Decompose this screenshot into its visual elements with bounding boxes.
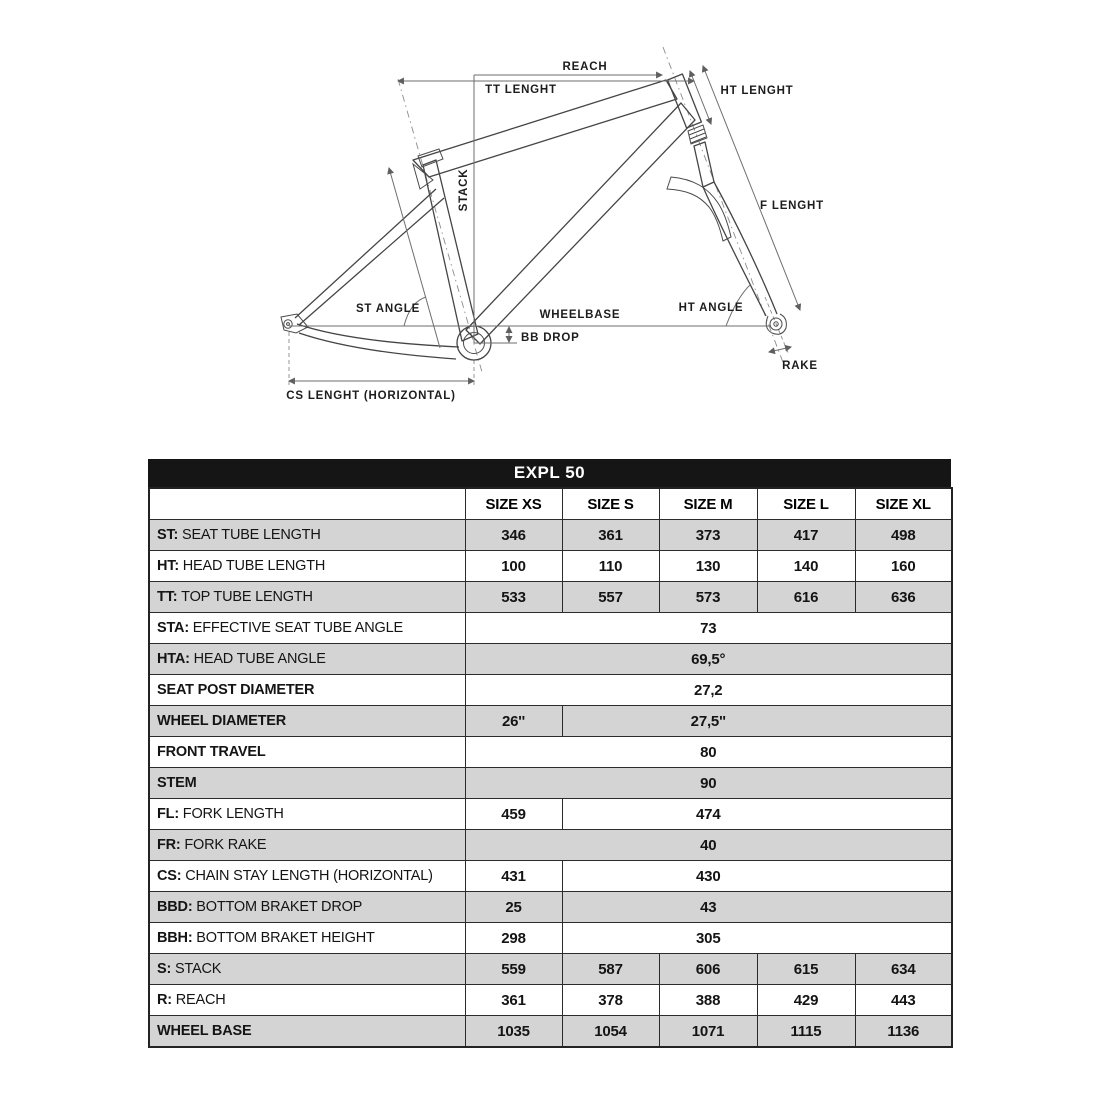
spec-label-prefix: S:	[157, 961, 175, 977]
spec-label-cell	[149, 830, 465, 861]
spec-label-cell	[149, 923, 465, 954]
spec-label-prefix: R:	[157, 992, 176, 1008]
spec-label-cell	[149, 799, 465, 830]
seat-tube-axis-line	[398, 79, 482, 372]
spec-value-cell: 100	[465, 551, 562, 582]
st-angle-label: ST ANGLE	[355, 303, 421, 315]
table-row	[149, 861, 952, 892]
spec-value-cell: 634	[855, 954, 952, 985]
bb-drop-label: BB DROP	[521, 332, 580, 344]
spec-label-text: HEAD TUBE LENGTH	[182, 558, 326, 574]
spec-value-cell: 110	[562, 551, 659, 582]
table-row	[149, 551, 952, 582]
spec-label-text: STEM	[157, 775, 197, 791]
table-row	[149, 737, 952, 768]
table-row	[149, 675, 952, 706]
reach-label: REACH	[562, 61, 608, 73]
spec-label-prefix: ST:	[157, 527, 182, 543]
spec-value-cell: 443	[855, 985, 952, 1016]
spec-label-prefix: TT:	[157, 589, 182, 605]
spec-value-cell: 73	[465, 613, 952, 644]
size-header-cell-2: SIZE M	[659, 488, 757, 520]
rake-label: RAKE	[782, 360, 818, 372]
spec-label-prefix: BBH:	[157, 930, 197, 946]
spec-label-cell	[149, 954, 465, 985]
rear-axle	[284, 320, 292, 328]
table-row	[149, 644, 952, 675]
spec-label-prefix: FL:	[157, 806, 183, 822]
spec-label-text: HEAD TUBE ANGLE	[193, 651, 326, 667]
table-row	[149, 520, 952, 551]
spec-label-text: BOTTOM BRAKET HEIGHT	[196, 930, 375, 946]
spec-value-cell: 1054	[562, 1016, 659, 1048]
spec-value-cell: 498	[855, 520, 952, 551]
spec-label-text: STACK	[174, 961, 222, 977]
spec-value-cell: 26''	[465, 706, 562, 737]
spec-label-text: REACH	[175, 992, 226, 1008]
spec-value-cell: 27,2	[465, 675, 952, 706]
table-row	[149, 892, 952, 923]
geometry-spec-section	[148, 459, 951, 1048]
spec-label-cell	[149, 892, 465, 923]
cs-length-label: CS LENGHT (HORIZONTAL)	[286, 390, 456, 402]
spec-value-cell: 606	[659, 954, 757, 985]
table-row	[149, 1016, 952, 1048]
rear-dropout	[281, 314, 308, 333]
wheelbase-label: WHEELBASE	[539, 309, 621, 321]
spec-value-cell: 298	[465, 923, 562, 954]
spec-label-cell	[149, 551, 465, 582]
spec-label-text: FORK LENGTH	[182, 806, 284, 822]
fork-arch	[667, 177, 731, 241]
table-row	[149, 613, 952, 644]
spec-value-cell: 474	[562, 799, 952, 830]
spec-value-cell: 373	[659, 520, 757, 551]
spec-value-cell: 130	[659, 551, 757, 582]
spec-value-cell: 1115	[757, 1016, 855, 1048]
ht-angle-label: HT ANGLE	[678, 302, 744, 314]
size-header-row	[149, 488, 952, 520]
spec-table-head	[149, 488, 952, 520]
fork-steerer	[694, 142, 714, 187]
table-row	[149, 954, 952, 985]
spec-value-cell: 636	[855, 582, 952, 613]
stack-label: STACK	[458, 168, 470, 212]
rear-axle-center	[287, 323, 290, 326]
spec-label-cell	[149, 582, 465, 613]
spec-value-cell: 430	[562, 861, 952, 892]
spec-label-text: SEAT POST DIAMETER	[157, 682, 315, 698]
spec-label-prefix: BBD:	[157, 899, 197, 915]
spec-label-cell	[149, 644, 465, 675]
spec-value-cell: 616	[757, 582, 855, 613]
spec-value-cell: 43	[562, 892, 952, 923]
spec-value-cell: 1071	[659, 1016, 757, 1048]
corner-cell	[149, 488, 465, 520]
size-header-cell-3: SIZE L	[757, 488, 855, 520]
spec-label-cell	[149, 861, 465, 892]
spec-value-cell: 1136	[855, 1016, 952, 1048]
spec-label-cell	[149, 706, 465, 737]
spec-label-text: CHAIN STAY LENGTH (HORIZONTAL)	[185, 868, 433, 884]
bike-geometry-diagram	[0, 0, 1100, 455]
spec-label-prefix: HT:	[157, 558, 183, 574]
spec-label-text: FRONT TRAVEL	[157, 744, 266, 760]
st-length-line	[389, 168, 440, 348]
spec-value-cell: 429	[757, 985, 855, 1016]
spec-label-cell	[149, 985, 465, 1016]
spec-value-cell: 417	[757, 520, 855, 551]
spec-value-cell: 573	[659, 582, 757, 613]
spec-label-text: EFFECTIVE SEAT TUBE ANGLE	[192, 620, 403, 636]
spec-label-text: WHEEL DIAMETER	[157, 713, 287, 729]
spec-value-cell: 25	[465, 892, 562, 923]
spec-value-cell: 305	[562, 923, 952, 954]
spec-label-text: FORK RAKE	[184, 837, 267, 853]
spec-value-cell: 431	[465, 861, 562, 892]
spec-label-text: SEAT TUBE LENGTH	[181, 527, 321, 543]
spec-value-cell: 361	[465, 985, 562, 1016]
table-row	[149, 582, 952, 613]
spec-value-cell: 80	[465, 737, 952, 768]
spec-label-cell	[149, 613, 465, 644]
spec-value-cell: 140	[757, 551, 855, 582]
table-row	[149, 830, 952, 861]
table-row	[149, 923, 952, 954]
table-row	[149, 768, 952, 799]
spec-value-cell: 459	[465, 799, 562, 830]
spec-value-cell: 388	[659, 985, 757, 1016]
spec-label-text: BOTTOM BRAKET DROP	[196, 899, 363, 915]
spec-value-cell: 69,5°	[465, 644, 952, 675]
tt-length-label: TT LENGHT	[485, 84, 557, 96]
spec-value-cell: 27,5''	[562, 706, 952, 737]
spec-label-cell	[149, 1016, 465, 1048]
size-header-cell-0: SIZE XS	[465, 488, 562, 520]
spec-value-cell: 160	[855, 551, 952, 582]
spec-label-text: WHEEL BASE	[157, 1023, 252, 1039]
spec-value-cell: 346	[465, 520, 562, 551]
spec-label-cell	[149, 520, 465, 551]
spec-value-cell: 361	[562, 520, 659, 551]
spec-value-cell: 615	[757, 954, 855, 985]
spec-label-cell	[149, 768, 465, 799]
f-length-label: F LENGHT	[760, 200, 824, 212]
spec-label-prefix: STA:	[157, 620, 193, 636]
table-row	[149, 706, 952, 737]
table-row	[149, 799, 952, 830]
spec-label-prefix: FR:	[157, 837, 185, 853]
spec-value-cell: 559	[465, 954, 562, 985]
spec-table	[148, 487, 953, 1048]
spec-label-cell	[149, 675, 465, 706]
headset-hatch	[689, 129, 706, 143]
spec-label-prefix: HTA:	[157, 651, 194, 667]
spec-label-cell	[149, 737, 465, 768]
spec-value-cell: 40	[465, 830, 952, 861]
spec-table-body	[149, 520, 952, 1048]
size-header-cell-4: SIZE XL	[855, 488, 952, 520]
spec-value-cell: 533	[465, 582, 562, 613]
spec-value-cell: 587	[562, 954, 659, 985]
spec-value-cell: 90	[465, 768, 952, 799]
table-title: EXPL 50	[148, 459, 951, 487]
spec-label-prefix: CS:	[157, 868, 186, 884]
spec-value-cell: 557	[562, 582, 659, 613]
spec-value-cell: 1035	[465, 1016, 562, 1048]
size-header-cell-1: SIZE S	[562, 488, 659, 520]
spec-label-text: TOP TUBE LENGTH	[181, 589, 313, 605]
ht-length-label: HT LENGHT	[720, 85, 794, 97]
spec-value-cell: 378	[562, 985, 659, 1016]
table-row	[149, 985, 952, 1016]
down-tube	[466, 103, 695, 344]
